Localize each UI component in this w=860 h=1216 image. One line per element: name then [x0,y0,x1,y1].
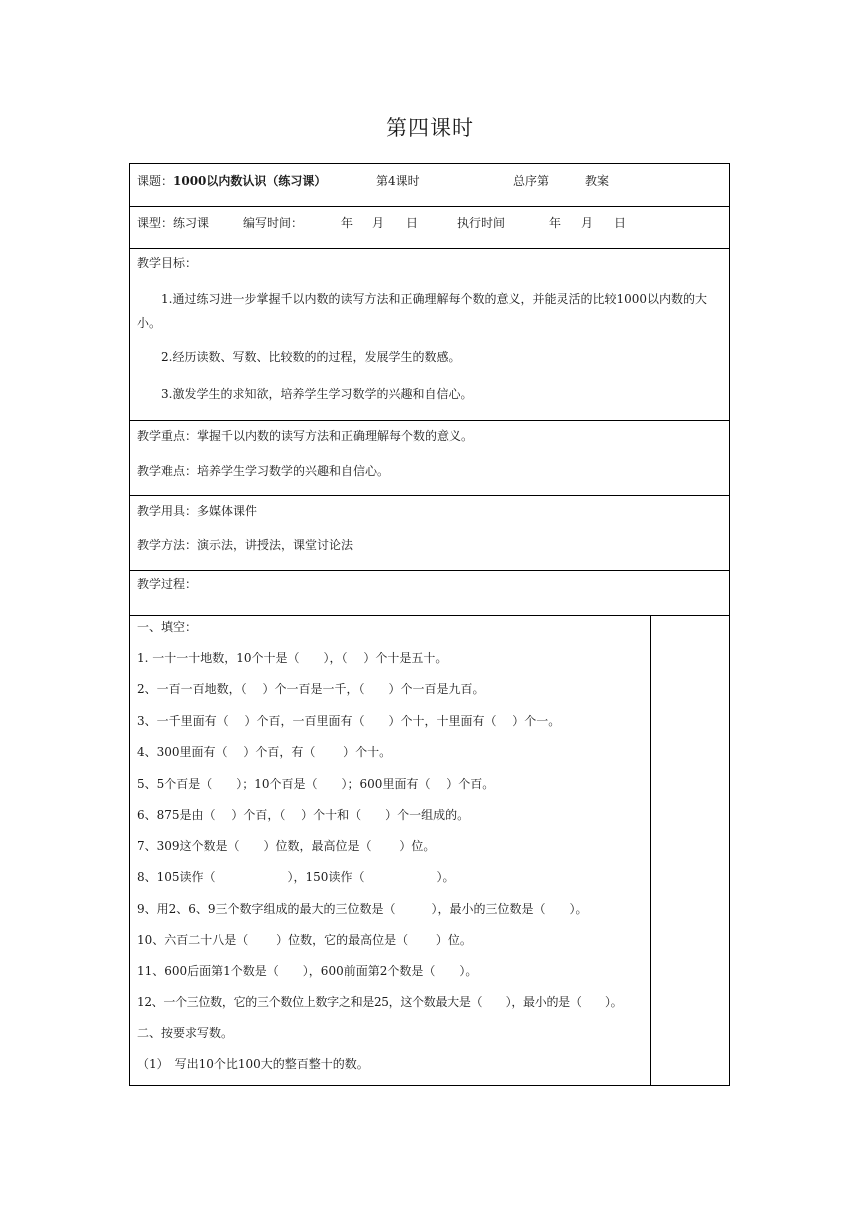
goals-heading: 教学目标： [137,256,198,270]
process-row [130,571,729,616]
exercise-item: 6、875是由（ ）个百，（ ）个十和（ ）个一组成的。 [137,808,470,822]
key-points-row [130,421,729,496]
difficulty-text: 教学难点：培养学生学习数学的兴趣和自信心。 [137,464,390,478]
goal-item: 1.通过练习进一步掌握千以内数的读写方法和正确理解每个数的意义，并能灵活的比较1000以内数的大小。 [137,292,707,330]
goal-item: 3.激发学生的求知欲，培养学生学习数学的兴趣和自信心。 [161,387,473,401]
section-fill-blank: 一、填空： [137,620,198,634]
exec-month: 月 [581,216,594,230]
tools-row [130,496,729,571]
exercise-item: 2、一百一百地数，（ ）个一百是一千，（ ）个一百是九百。 [137,682,485,696]
exercise-item: 11、600后面第1个数是（ ），600前面第2个数是（ ）。 [137,964,478,978]
meta-row [130,207,729,249]
lesson-plan-table [129,163,730,1086]
page-title: 第四课时 [386,116,474,140]
focus-text: 教学重点：掌握千以内数的读写方法和正确理解每个数的意义。 [137,429,474,443]
exercise-item: 5、5个百是（ ）；10个百是（ ）；600里面有（ ）个百。 [137,777,495,791]
goals-row [130,249,729,421]
exercise-item: 9、用2、6、9三个数字组成的最大的三位数是（ ），最小的三位数是（ ）。 [137,902,588,916]
write-day: 日 [406,216,419,230]
write-month: 月 [372,216,385,230]
topic-label: 课题： [137,174,174,188]
lesson-number: 第4课时 [376,174,420,188]
exercise-item: 8、105读作（ ），150读作（ ）。 [137,870,455,884]
serial-number: 总序第 [513,174,550,188]
methods-text: 教学方法：演示法，讲授法，课堂讨论法 [137,538,354,552]
exercise-item: 7、309这个数是（ ）位数，最高位是（ ）位。 [137,839,436,853]
remarks-column-divider [650,616,651,1085]
process-heading: 教学过程： [137,577,198,591]
exercise-item: 12、一个三位数，它的三个数位上数字之和是25，这个数最大是（ ），最小的是（ ）。 [137,995,623,1009]
exec-time-label: 执行时间 [457,216,506,230]
exec-year: 年 [549,216,562,230]
exercise-item: 3、一千里面有（ ）个百，一百里面有（ ）个十，十里面有（ ）个一。 [137,714,561,728]
goal-item: 2.经历读数、写数、比较数的的过程，发展学生的数感。 [161,350,461,364]
write-time-label: 编写时间： [243,216,304,230]
exercises-row [130,616,729,1085]
tools-text: 教学用具：多媒体课件 [137,504,258,518]
exec-day: 日 [614,216,627,230]
lesson-type: 课型：练习课 [137,216,210,230]
exercise-item: 4、300里面有（ ）个百，有（ ）个十。 [137,745,392,759]
sub-exercise: （1） 写出10个比100大的整百整十的数。 [137,1057,369,1071]
exercise-item: 1. 一十一十地数，10个十是（ ），（ ）个十是五十。 [137,651,448,665]
header-row [130,164,729,207]
topic-value: 1000以内数认识（练习课） [173,174,327,188]
exercise-item: 10、六百二十八是（ ）位数，它的最高位是（ ）位。 [137,933,472,947]
write-year: 年 [341,216,354,230]
section-write-numbers: 二、按要求写数。 [137,1026,234,1040]
plan-label: 教案 [585,174,610,188]
